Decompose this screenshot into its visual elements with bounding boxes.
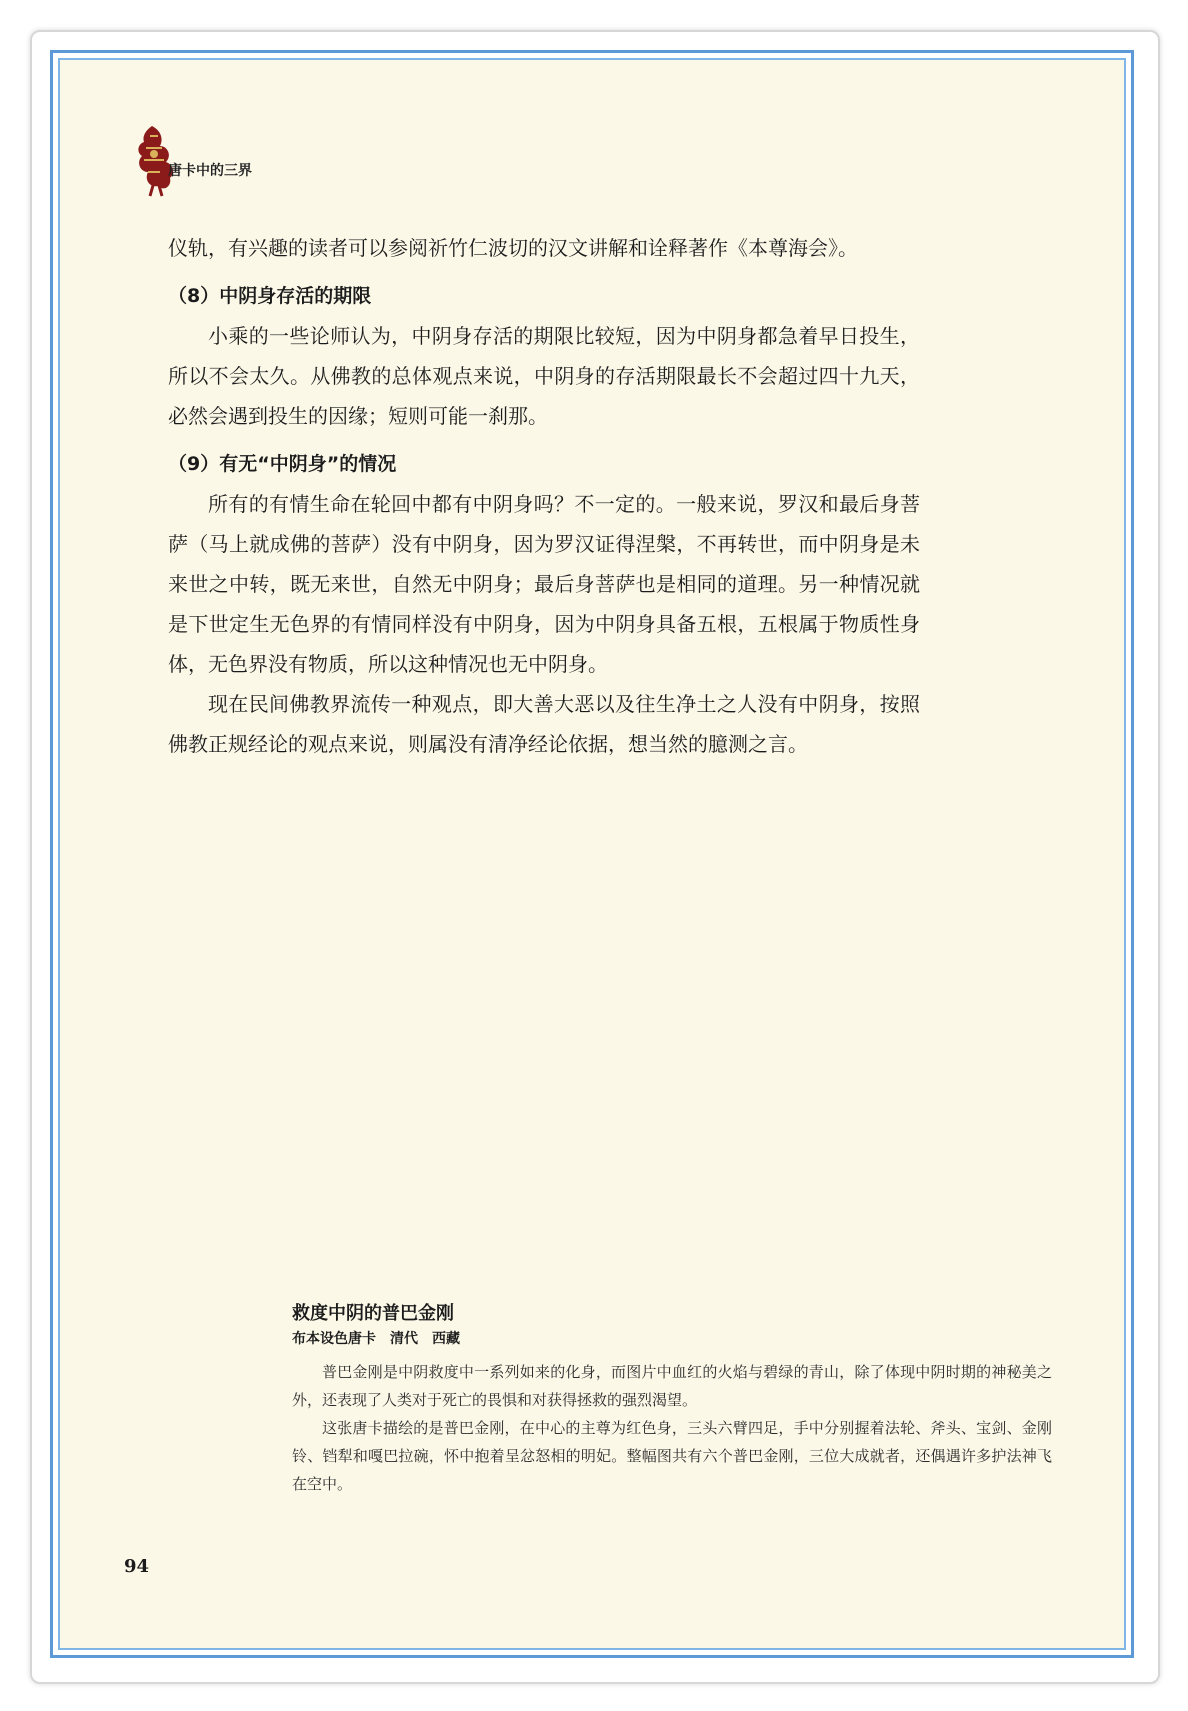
main-text-block (168, 228, 920, 764)
caption-title: 救度中阴的普巴金刚 (292, 1303, 454, 1324)
paragraph-lifespan: 小乘的一些论师认为，中阴身存活的期限比较短，因为中阴身都急着早日投生，所以不会太久。从佛教的总体观点来说，中阴身的存活期限最长不会超过四十九天，必然会遇到投生的因缘；短则可能一刹那。 (168, 324, 920, 428)
section-heading-9: （9）有无“中阴身”的情况 (168, 453, 397, 475)
caption-subtitle: 布本设色唐卡 清代 西藏 (292, 1331, 460, 1347)
image-caption (292, 1300, 1052, 1498)
caption-paragraph-1: 普巴金刚是中阴救度中一系列如来的化身，而图片中血红的火焰与碧绿的青山，除了体现中阴时期的神秘美之外，还表现了人类对于死亡的畏惧和对获得拯救的强烈渴望。 (292, 1363, 1052, 1409)
paragraph-no-bardo-cases: 所有的有情生命在轮回中都有中阴身吗？不一定的。一般来说，罗汉和最后身菩萨（马上就成佛的菩萨）没有中阴身，因为罗汉证得涅槃，不再转世，而中阴身是未来世之中转，既无来世，自然无中阴身；最后身菩萨也是相同的道理。另一种情况就是下世定生无色界的有情同样没有中阴身，因为中阴身具备五根，五根属于物质性身体，无色界没有物质，所以这种情况也无中阴身。 (168, 492, 920, 676)
running-header-title: 唐卡中的三界 (168, 163, 252, 179)
page-number: 94 (124, 1556, 150, 1577)
paragraph-popular-view: 现在民间佛教界流传一种观点，即大善大恶以及往生净土之人没有中阴身，按照佛教正规经论的观点来说，则属没有清净经论依据，想当然的臆测之言。 (168, 692, 920, 756)
caption-paragraph-2: 这张唐卡描绘的是普巴金刚，在中心的主尊为红色身，三头六臂四足，手中分别握着法轮、斧头、宝剑、金刚铃、铛犁和嘎巴拉碗，怀中抱着呈忿怒相的明妃。整幅图共有六个普巴金刚，三位大成就者，还偶遇许多护法神飞在空中。 (292, 1419, 1052, 1493)
section-heading-8: （8）中阴身存活的期限 (168, 285, 372, 307)
book-page (58, 58, 1126, 1650)
paragraph-continuation: 仪轨，有兴趣的读者可以参阅祈竹仁波切的汉文讲解和诠释著作《本尊海会》。 (168, 236, 858, 260)
